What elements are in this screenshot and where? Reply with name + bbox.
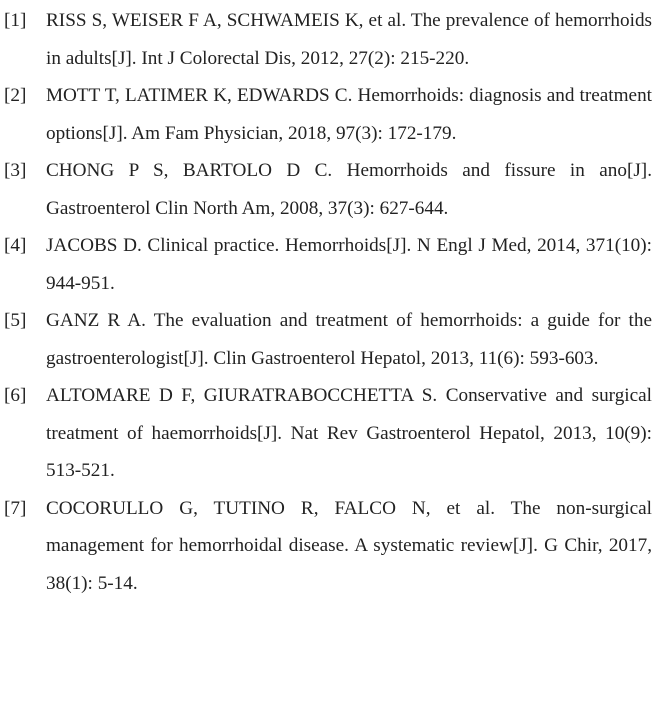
reference-text: COCORULLO G, TUTINO R, FALCO N, et al. The non-surgical management for hemorrhoidal disease. A systematic review[J]. G Chir, 2017, 38(1): 5-14. <box>46 497 652 594</box>
reference-number: [2] <box>4 85 27 106</box>
reference-number: [1] <box>4 10 27 31</box>
reference-list <box>0 2 652 602</box>
reference-text: RISS S, WEISER F A, SCHWAMEIS K, et al. The prevalence of hemorrhoids in adults[J]. Int J Colorectal Dis, 2012, 27(2): 215-220. <box>46 10 652 69</box>
reference-item-7 <box>0 490 652 603</box>
reference-item-2 <box>0 77 652 152</box>
reference-item-6 <box>0 377 652 490</box>
reference-number: [4] <box>4 235 27 256</box>
reference-number: [3] <box>4 160 27 181</box>
reference-number: [7] <box>4 497 27 519</box>
reference-number: [5] <box>4 310 27 331</box>
reference-item-1 <box>0 2 652 77</box>
reference-item-4 <box>0 227 652 302</box>
reference-text: GANZ R A. The evaluation and treatment of hemorrhoids: a guide for the gastroenterologist[J]. Clin Gastroenterol Hepatol, 2013, 11(6): 593-603. <box>46 310 652 369</box>
reference-item-3 <box>0 152 652 227</box>
reference-text: JACOBS D. Clinical practice. Hemorrhoids[J]. N Engl J Med, 2014, 371(10): 944-951. <box>46 235 652 294</box>
reference-number: [6] <box>4 385 27 406</box>
reference-text: MOTT T, LATIMER K, EDWARDS C. Hemorrhoids: diagnosis and treatment options[J]. Am Fam Physician, 2018, 97(3): 172-179. <box>46 85 652 144</box>
reference-text: CHONG P S, BARTOLO D C. Hemorrhoids and fissure in ano[J]. Gastroenterol Clin North Am, 2008, 37(3): 627-644. <box>46 160 652 219</box>
reference-item-5 <box>0 302 652 377</box>
reference-text: ALTOMARE D F, GIURATRABOCCHETTA S. Conservative and surgical treatment of haemorrhoids[J]. Nat Rev Gastroenterol Hepatol, 2013, 10(9): 513-521. <box>46 385 652 481</box>
